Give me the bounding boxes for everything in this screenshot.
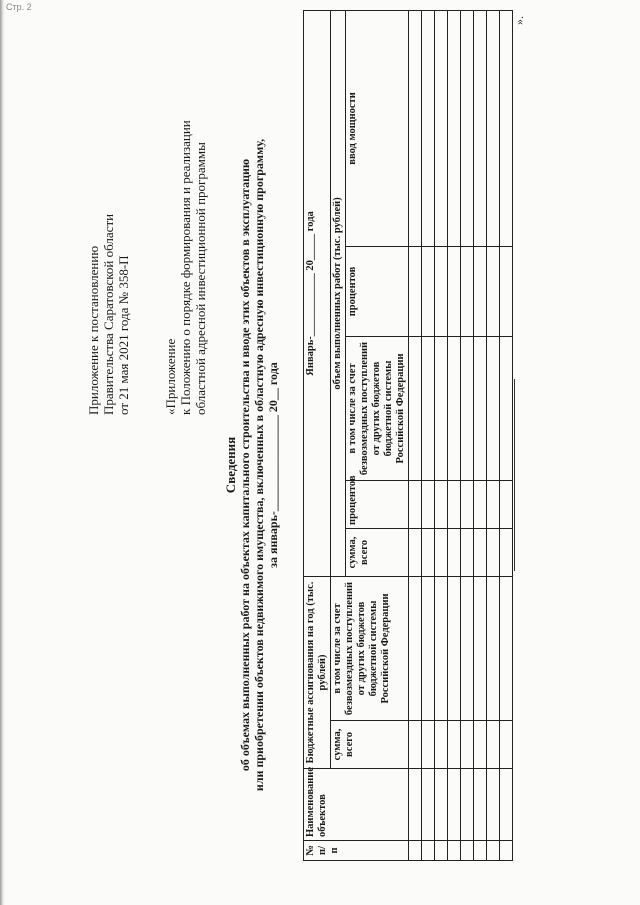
table-cell (500, 336, 513, 480)
table-cell (409, 480, 422, 528)
table-cell (500, 528, 513, 576)
col-total2-header: сумма, всего (346, 528, 409, 576)
table-cell (409, 576, 422, 720)
table-cell (448, 721, 461, 769)
title-line-1: об объемах выполненных работ на объектах капитального строительства и вводе этих объектов в эксплуатацию (238, 158, 252, 772)
table-cell (487, 246, 500, 336)
table-cell (422, 769, 435, 841)
table-cell (461, 246, 474, 336)
table-cell (461, 336, 474, 480)
header-line-3: от 21 мая 2021 года № 358-П (116, 255, 131, 415)
table-cell (435, 769, 448, 841)
table-cell (435, 528, 448, 576)
table-cell (409, 528, 422, 576)
table-cell (500, 841, 513, 861)
header-line-5: к Положению о порядке формирования и реализации (178, 120, 193, 415)
table-cell (448, 336, 461, 480)
table-cell (461, 769, 474, 841)
table-cell (409, 769, 422, 841)
table-cell (461, 10, 474, 246)
table-cell (474, 841, 487, 861)
table-cell (422, 246, 435, 336)
table-cell (474, 721, 487, 769)
table-cell (448, 480, 461, 528)
report-table (303, 10, 513, 861)
table-cell (500, 769, 513, 841)
work-header: объем выполненных работ (тыс. рублей) (331, 10, 346, 576)
document-title (224, 105, 280, 825)
col-percent3-header: процентов (346, 246, 409, 336)
col-total-header: сумма, всего (331, 721, 409, 769)
table-cell (422, 528, 435, 576)
table-cell (474, 246, 487, 336)
table-cell (461, 576, 474, 720)
table-cell (487, 841, 500, 861)
table-cell (500, 721, 513, 769)
signature-line (514, 379, 515, 571)
table-row (487, 10, 500, 860)
table-cell (474, 480, 487, 528)
col-commission-header: ввод мощности (346, 10, 409, 246)
table-row (448, 10, 461, 860)
table-cell (487, 336, 500, 480)
table-cell (448, 528, 461, 576)
table-cell (448, 246, 461, 336)
title-main: Сведения (223, 436, 238, 494)
table-cell (487, 480, 500, 528)
col-incl-header: в том числе за счет безвозмездных поступлений от других бюджетов бюджетной системы Российской Федерации (331, 576, 409, 720)
table-cell (422, 841, 435, 861)
table-cell (448, 841, 461, 861)
col-name-header: Наименование объектов (304, 769, 409, 841)
col-num-header: № п/п (304, 841, 409, 861)
table-cell (422, 336, 435, 480)
closing-quote: ». (512, 16, 526, 25)
header-line-2: Правительства Саратовской области (101, 213, 116, 415)
table-body (409, 10, 513, 860)
table-cell (435, 576, 448, 720)
table-cell (474, 336, 487, 480)
header-line-6: областной адресной инвестиционной программы (193, 142, 208, 415)
table-cell (435, 10, 448, 246)
table-row (435, 10, 448, 860)
table-cell (448, 769, 461, 841)
table-cell (435, 480, 448, 528)
table-cell (448, 576, 461, 720)
table-cell (461, 721, 474, 769)
col-percent-header: процентов (346, 480, 409, 528)
table-row (409, 10, 422, 860)
title-line-2: или приобретении объектов недвижимого имущества, включенных в областную адресную инвестиционную программу, (252, 138, 266, 792)
table-cell (435, 246, 448, 336)
table-row (474, 10, 487, 860)
table-cell (461, 841, 474, 861)
budget-header: Бюджетные ассигнования на год (тыс. рублей) (304, 576, 331, 768)
table-cell (500, 576, 513, 720)
table-cell (448, 10, 461, 246)
table-cell (409, 336, 422, 480)
table-cell (500, 10, 513, 246)
table-cell (409, 246, 422, 336)
header-line-1: Приложение к постановлению (86, 245, 101, 415)
table-cell (422, 10, 435, 246)
table-cell (500, 480, 513, 528)
table-cell (474, 528, 487, 576)
table-cell (461, 480, 474, 528)
col-incl2-header: в том числе за счет безвозмездных поступлений от других бюджетов бюджетной системы Российской Федерации (346, 336, 409, 480)
table-row (500, 10, 513, 860)
appendix-header (86, 95, 208, 415)
table-cell (487, 10, 500, 246)
table-cell (422, 480, 435, 528)
header-line-4: «Приложение (163, 338, 178, 415)
table-cell (422, 576, 435, 720)
table-cell (409, 841, 422, 861)
table-cell (409, 721, 422, 769)
table-cell (409, 10, 422, 246)
table-cell (487, 769, 500, 841)
table-cell (487, 528, 500, 576)
table-cell (474, 10, 487, 246)
table-row (422, 10, 435, 860)
table-cell (435, 721, 448, 769)
table-cell (487, 721, 500, 769)
table-cell (435, 841, 448, 861)
page-mark: Стр. 2 (6, 2, 32, 12)
table-cell (474, 576, 487, 720)
table-cell (461, 528, 474, 576)
table-cell (435, 336, 448, 480)
table-cell (422, 721, 435, 769)
table-cell (500, 246, 513, 336)
title-line-3: за январь-________________ 20__ года (266, 362, 280, 568)
period-header: Январь-____________ 20_____ года (304, 10, 331, 576)
table-cell (474, 769, 487, 841)
table-row (461, 10, 474, 860)
table-cell (487, 576, 500, 720)
